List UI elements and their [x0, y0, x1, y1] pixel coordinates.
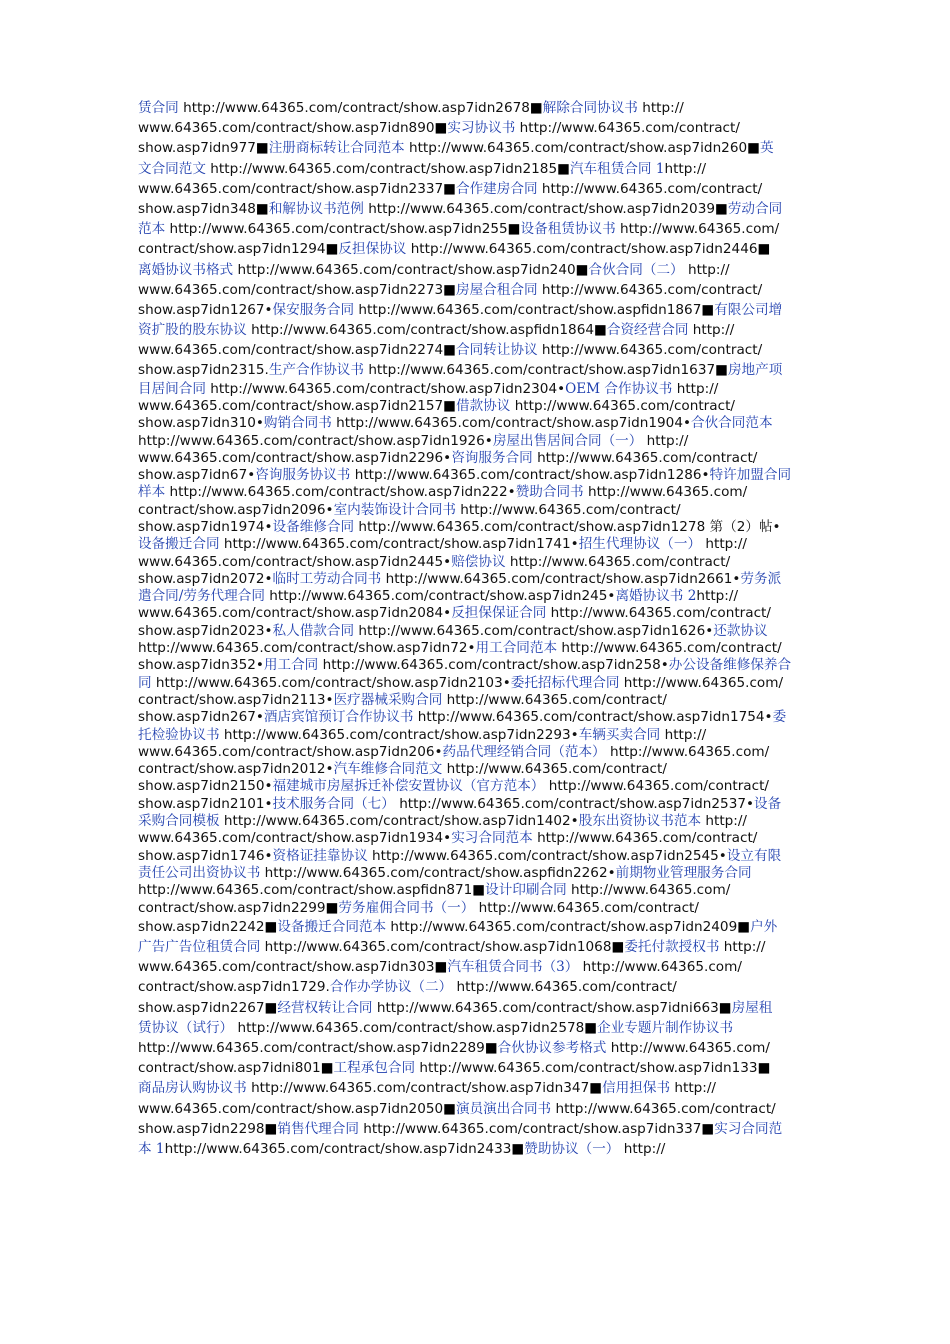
bullet-square-icon: ■ — [557, 160, 570, 177]
url-text: www.64365.com/contract/show.asp7idn1934• — [138, 830, 452, 847]
text-line — [138, 813, 810, 830]
url-text: http://www.64365.com/contract/show.asp7idn1904• — [331, 415, 691, 432]
bullet-square-icon: ■ — [434, 120, 448, 137]
text-line — [138, 280, 810, 300]
url-text: http://www.64365.com/contract/show.asp7idn1926• — [138, 432, 493, 449]
contract-link[interactable]: 临时工劳动合同书 — [272, 570, 382, 587]
document-body — [138, 98, 810, 1159]
text-line — [138, 640, 810, 657]
contract-link[interactable]: 范本 — [138, 221, 166, 238]
url-text: http://www.64365.com/contract/ — [532, 449, 758, 466]
contract-link[interactable]: 离婚协议书格式 — [138, 261, 234, 278]
url-text: http://www.64365.com/contract/show.asp7idn2289 — [138, 1039, 485, 1056]
url-text: http://www.64365.com/contract/show.asp7idn133 — [415, 1060, 758, 1077]
contract-link[interactable]: 汽车租赁合同 1 — [569, 160, 665, 177]
url-text: www.64365.com/contract/show.asp7idn890 — [138, 120, 435, 137]
contract-link[interactable]: 合伙合同范本 — [691, 415, 773, 432]
text-line — [138, 830, 810, 847]
url-text: show.asp7idn310• — [138, 415, 264, 432]
contract-link[interactable]: 生产合作协议书 — [268, 362, 364, 379]
bullet-square-icon: ■ — [611, 939, 625, 956]
url-text: http://www.64365.com/contract/show.asp7idn240 — [233, 261, 576, 278]
text-line — [138, 709, 810, 726]
url-text: contract/show.asp7idn1729. — [138, 979, 330, 996]
url-text: www.64365.com/contract/show.asp7idn2337 — [138, 180, 444, 197]
contract-link[interactable]: 合伙合同（二） — [588, 261, 684, 278]
contract-link[interactable]: 房屋合租合同 — [456, 281, 538, 298]
contract-link[interactable]: 劳动合同 — [727, 200, 783, 217]
url-text: http://www.64365.com/contract/show.aspfidn871 — [138, 882, 473, 899]
contract-link[interactable]: 户外 — [750, 918, 778, 935]
url-text: http://www.64365.com/contract/ — [537, 342, 763, 359]
url-text: http:// — [683, 261, 730, 278]
contract-link[interactable]: 英 — [759, 140, 774, 157]
bullet-square-icon: ■ — [443, 281, 456, 298]
url-text: http://www.64365.com/ — [583, 484, 748, 501]
url-text: http://www.64365.com/contract/show.asp7idn1626• — [354, 622, 714, 639]
text-line — [138, 1139, 810, 1159]
contract-link[interactable]: 合作建房合同 — [456, 180, 538, 197]
bullet-square-icon: ■ — [701, 1120, 715, 1137]
contract-link[interactable]: 反担保协议 — [338, 241, 407, 258]
text-line — [138, 1038, 810, 1058]
contract-link[interactable]: 有限公司增 — [714, 301, 783, 318]
url-text: http://www.64365.com/contract/ — [442, 761, 667, 778]
text-line — [138, 381, 810, 398]
url-text: show.asp7idn348 — [138, 200, 256, 217]
url-text: www.64365.com/contract/show.asp7idn2050 — [138, 1100, 444, 1117]
url-text: http://www.64365.com/contract/ — [551, 1100, 776, 1117]
text-line — [138, 761, 810, 778]
contract-link[interactable]: 房屋租 — [731, 999, 773, 1016]
bullet-square-icon: ■ — [255, 200, 269, 217]
text-line — [138, 415, 810, 432]
contract-link[interactable]: 保安服务合同 — [272, 301, 355, 318]
contract-link[interactable]: 赞助协议（一） — [524, 1140, 620, 1157]
bullet-square-icon: ■ — [443, 1100, 456, 1117]
url-text: http://www.64365.com/contract/show.asp7idn260 — [404, 140, 748, 157]
contract-link[interactable]: 注册商标转让合同范本 — [268, 140, 405, 157]
text-line — [138, 865, 810, 882]
bullet-square-icon: ■ — [757, 241, 771, 258]
contract-link[interactable]: 设备搬迁合同范本 — [277, 918, 387, 935]
url-text: http://www.64365.com/contract/ — [474, 899, 699, 916]
contract-link[interactable]: 还款协议 — [713, 622, 768, 639]
url-text: http://www.64365.com/contract/ — [452, 979, 677, 996]
bullet-square-icon: ■ — [472, 882, 486, 899]
url-text: http:// — [696, 588, 739, 605]
url-text: show.asp7idn1267• — [138, 301, 273, 318]
contract-link[interactable]: 销售代理合同 — [277, 1120, 359, 1137]
url-text: http:// — [637, 100, 684, 116]
url-text: http://www.64365.com/contract/show.asp7idn2433 — [164, 1140, 512, 1157]
text-line — [138, 340, 810, 360]
url-text: http:// — [701, 536, 748, 553]
text-line — [138, 179, 810, 199]
url-text: www.64365.com/contract/show.asp7idn2084• — [138, 605, 452, 622]
url-text: show.asp7idn2023• — [138, 622, 273, 639]
url-text: http://www.64365.com/contract/show.asp7idn2409 — [386, 918, 738, 935]
text-line — [138, 159, 810, 179]
contract-link[interactable]: 房地产项 — [727, 362, 783, 379]
url-text: contract/show.asp7idn1294 — [138, 241, 326, 258]
text-line — [138, 1119, 810, 1139]
contract-link[interactable]: 室内装饰设计合同书 — [333, 501, 456, 518]
text-line — [138, 300, 810, 320]
contract-link[interactable]: 赁协议（试行） — [138, 1019, 234, 1036]
text-line — [138, 118, 810, 138]
text-line — [138, 623, 810, 640]
bullet-square-icon: ■ — [264, 918, 278, 935]
contract-link[interactable]: 汽车租赁合同书（3） — [447, 959, 579, 976]
url-text: show.asp7idn2072• — [138, 570, 273, 587]
contract-link[interactable]: 汽车维修合同范文 — [333, 761, 443, 778]
url-text: http://www.64365.com/contract/show.asp7idn2039 — [363, 200, 715, 217]
url-text: http://www.64365.com/contract/show.asp7idn2293• — [219, 726, 579, 743]
contract-link[interactable]: 委 — [772, 709, 787, 726]
text-line — [138, 554, 810, 571]
contract-link[interactable]: 委托付款授权书 — [624, 939, 720, 956]
bullet-square-icon: ■ — [325, 899, 339, 916]
text-line — [138, 320, 810, 340]
url-text: http://www.64365.com/contract/ — [557, 640, 782, 657]
bullet-square-icon: ■ — [484, 1039, 498, 1056]
text-line — [138, 239, 810, 259]
bullet-square-icon: ■ — [701, 301, 715, 318]
bullet-square-icon: ■ — [434, 959, 448, 976]
url-text: show.asp7idn1746• — [138, 847, 273, 864]
url-text: show.asp7idn2101• — [138, 795, 273, 812]
bullet-square-icon: ■ — [594, 322, 607, 339]
contract-link[interactable]: 用工合同 — [263, 657, 319, 674]
url-text: http:// — [660, 726, 707, 743]
url-text: http://www.64365.com/contract/show.asp7idn337 — [358, 1120, 702, 1137]
text-line — [138, 977, 810, 997]
bullet-square-icon: ■ — [529, 100, 543, 116]
contract-link[interactable]: 借款协议 — [456, 397, 511, 414]
contract-link[interactable]: 工程承包合同 — [333, 1060, 416, 1077]
url-text: http://www.64365.com/contract/show.asp7idni663 — [372, 999, 719, 1016]
contract-link[interactable]: 设立有限 — [726, 847, 782, 864]
text-line — [138, 778, 810, 795]
url-text: http://www.64365.com/contract/show.asp7idn2678 — [178, 100, 530, 116]
text-line — [138, 882, 810, 899]
url-text: show.asp7idn2267 — [138, 999, 265, 1016]
url-text: http://www.64365.com/contract/show.asp7idn72• — [138, 640, 476, 657]
url-text: http://www.64365.com/contract/show.asp7idn2185 — [205, 160, 558, 177]
contract-link[interactable]: 资扩股的股东协议 — [138, 322, 247, 339]
contract-link[interactable]: 赔偿协议 — [451, 553, 506, 570]
contract-link[interactable]: 采购合同模板 — [138, 813, 220, 830]
bullet-square-icon: ■ — [715, 362, 728, 379]
url-text: www.64365.com/contract/show.asp7idn303 — [138, 959, 435, 976]
contract-link[interactable]: 样本 — [138, 484, 166, 501]
text-line — [138, 138, 810, 158]
url-text: http://www.64365.com/contract/show.asp7idn2537• — [394, 795, 755, 812]
contract-link[interactable]: 文合同范文 — [138, 160, 206, 177]
url-text: http://www.64365.com/contract/show.asp7idn1754• — [413, 709, 773, 726]
contract-link[interactable]: 设备搬迁合同 — [138, 536, 220, 553]
url-text: show.asp7idn2150• — [138, 778, 273, 795]
url-text: http://www.64365.com/contract/show.asp7idn2446 — [406, 241, 758, 258]
bullet-square-icon: ■ — [575, 261, 589, 278]
contract-link[interactable]: 广告广告位租赁合同 — [138, 939, 261, 956]
bullet-square-icon: ■ — [715, 200, 728, 217]
bullet-square-icon: ■ — [443, 397, 456, 414]
contract-link[interactable]: 合伙协议参考格式 — [497, 1039, 607, 1056]
url-text: http://www.64365.com/contract/show.asp7idn222• — [165, 484, 516, 501]
text-line — [138, 657, 810, 674]
contract-link[interactable]: 商品房认购协议书 — [138, 1080, 247, 1097]
url-text: contract/show.asp7idn2299 — [138, 899, 326, 916]
url-text: http://www.64365.com/contract/show.asp7idn2661• — [381, 570, 741, 587]
text-line — [138, 998, 810, 1018]
bullet-square-icon: ■ — [589, 1080, 603, 1097]
url-text: show.asp7idn352• — [138, 657, 264, 674]
contract-link[interactable]: 实习合同范本 — [451, 830, 533, 847]
url-text: show.asp7idn2315. — [138, 362, 269, 379]
url-text: www.64365.com/contract/show.asp7idn2296• — [138, 449, 452, 466]
bullet-square-icon: ■ — [718, 999, 732, 1016]
contract-link[interactable]: 企业专题片制作协议书 — [597, 1019, 734, 1036]
url-text: http://www.64365.com/contract/ — [537, 180, 763, 197]
text-line — [138, 937, 810, 957]
bullet-square-icon: ■ — [584, 1019, 598, 1036]
bullet-square-icon: ■ — [443, 180, 456, 197]
contract-link[interactable]: 车辆买卖合同 — [578, 726, 661, 743]
url-text: http:// — [619, 1140, 666, 1157]
url-text: http://www.64365.com/contract/show.asp7idn1402• — [219, 813, 579, 830]
url-text: http://www.64365.com/contract/show.asp7idn1741• — [219, 536, 579, 553]
contract-link[interactable]: 赞助合同书 — [515, 484, 584, 501]
url-text: http://www.64365.com/ — [606, 1039, 770, 1056]
bullet-square-icon: ■ — [264, 1120, 278, 1137]
contract-link[interactable]: 赁合同 — [138, 100, 179, 116]
url-text: http://www.64365.com/contract/ — [515, 120, 740, 137]
text-line — [138, 467, 810, 484]
contract-link[interactable]: 劳务雇佣合同书（一） — [338, 899, 475, 916]
bullet-square-icon: ■ — [737, 918, 751, 935]
url-text: http://www.64365.com/contract/show.asp7idn2304• — [205, 380, 566, 397]
text-line — [138, 502, 810, 519]
contract-link[interactable]: 合作办学协议（二） — [329, 979, 453, 996]
text-line — [138, 98, 810, 118]
contract-link[interactable]: 实习协议书 — [447, 120, 516, 137]
text-line — [138, 1058, 810, 1078]
contract-link[interactable]: 股东出资协议书范本 — [578, 813, 702, 830]
url-text: http://www.64365.com/ — [578, 959, 742, 976]
url-text: www.64365.com/contract/show.asp7idn206• — [138, 743, 443, 760]
url-text: www.64365.com/contract/show.asp7idn2274 — [138, 342, 444, 359]
contract-link[interactable]: 和解协议书范例 — [268, 200, 364, 217]
contract-link[interactable]: 合资经营合同 — [606, 322, 689, 339]
url-text: http://www.64365.com/contract/show.asp7idn245• — [264, 588, 616, 605]
url-text: http://www.64365.com/contract/show.asp7idn255 — [165, 221, 508, 238]
url-text: show.asp7idn977 — [138, 140, 256, 157]
bullet-square-icon: ■ — [443, 342, 456, 359]
url-text: http:// — [670, 1080, 717, 1097]
url-text: http://www.64365.com/contract/show.asp7idn1278 第（2）帖• — [354, 519, 781, 535]
text-line — [138, 744, 810, 761]
url-text: contract/show.asp7idn2113• — [138, 691, 334, 708]
url-text: contract/show.asp7idn2096• — [138, 501, 334, 518]
contract-link[interactable]: 福建城市房屋拆迁补偿安置协议（官方范本） — [272, 778, 545, 795]
contract-link[interactable]: 合同转让协议 — [456, 342, 538, 359]
contract-link[interactable]: 资格证挂靠协议 — [272, 847, 368, 864]
contract-link[interactable]: 技术服务合同（七） — [272, 795, 395, 812]
text-line — [138, 398, 810, 415]
text-line — [138, 588, 810, 605]
text-line — [138, 900, 810, 917]
text-line — [138, 1099, 810, 1119]
url-text: contract/show.asp7idni801 — [138, 1060, 321, 1077]
url-text: www.64365.com/contract/show.asp7idn2157 — [138, 397, 444, 414]
text-line — [138, 571, 810, 588]
contract-link[interactable]: 咨询服务协议书 — [255, 467, 351, 484]
contract-link[interactable]: 招生代理协议（一） — [578, 536, 702, 553]
text-line — [138, 519, 810, 536]
bullet-square-icon: ■ — [325, 241, 339, 258]
url-text: http://www.64365.com/ — [619, 674, 784, 691]
url-text: www.64365.com/contract/show.asp7idn2273 — [138, 281, 444, 298]
text-line — [138, 1078, 810, 1098]
contract-link[interactable]: 责任公司出资协议书 — [138, 864, 261, 881]
url-text: http:// — [664, 160, 707, 177]
text-line — [138, 433, 810, 450]
url-text: http://www.64365.com/contract/show.asp7idn258• — [318, 657, 669, 674]
url-text: http://www.64365.com/contract/show.aspfidn1864 — [246, 322, 595, 339]
url-text: http://www.64365.com/contract/show.asp7idn347 — [246, 1080, 590, 1097]
contract-link[interactable]: 信用担保书 — [602, 1080, 671, 1097]
url-text: http:// — [688, 322, 735, 339]
url-text: http://www.64365.com/contract/show.asp7idn1637 — [364, 362, 716, 379]
contract-link[interactable]: 房屋出售居间合同（一） — [492, 432, 643, 449]
url-text: show.asp7idn267• — [138, 709, 264, 726]
url-text: http://www.64365.com/contract/ — [455, 501, 681, 518]
contract-link[interactable]: 遣合同/劳务代理合同 — [138, 588, 265, 605]
url-text: http://www.64365.com/contract/ — [546, 605, 771, 622]
url-text: http://www.64365.com/ — [605, 743, 770, 760]
text-line — [138, 219, 810, 239]
url-text: http://www.64365.com/contract/show.aspfidn2262• — [260, 864, 616, 881]
contract-link[interactable]: 私人借款合同 — [272, 622, 355, 639]
text-line — [138, 957, 810, 977]
url-text: http://www.64365.com/contract/show.aspfidn1867 — [354, 301, 702, 318]
contract-link[interactable]: 反担保保证合同 — [451, 605, 547, 622]
url-text: http://www.64365.com/contract/show.asp7idn2545• — [367, 847, 727, 864]
url-text: http://www.64365.com/contract/ — [505, 553, 731, 570]
url-text: http://www.64365.com/contract/ — [537, 281, 763, 298]
url-text: www.64365.com/contract/show.asp7idn2445• — [138, 553, 452, 570]
contract-link[interactable]: 解除合同协议书 — [542, 100, 638, 116]
text-line — [138, 199, 810, 219]
text-line — [138, 675, 810, 692]
url-text: http://www.64365.com/contract/show.asp7idn1286• — [350, 467, 710, 484]
contract-link[interactable]: 目居间合同 — [138, 380, 206, 397]
text-line — [138, 727, 810, 744]
url-text: show.asp7idn2242 — [138, 918, 265, 935]
url-text: contract/show.asp7idn2012• — [138, 761, 334, 778]
text-line — [138, 360, 810, 380]
contract-link[interactable]: 办公设备维修保养合 — [668, 657, 792, 674]
url-text: show.asp7idn1974• — [138, 519, 273, 535]
contract-link[interactable]: 本 1 — [138, 1140, 165, 1157]
url-text: http://www.64365.com/contract/ — [544, 778, 770, 795]
text-line — [138, 450, 810, 467]
url-text: http://www.64365.com/ — [615, 221, 780, 238]
bullet-square-icon: ■ — [747, 140, 760, 157]
contract-link[interactable]: 设备租赁协议书 — [520, 221, 616, 238]
text-line — [138, 917, 810, 937]
contract-link[interactable]: 离婚协议书 2 — [615, 588, 697, 605]
bullet-square-icon: ■ — [507, 221, 521, 238]
url-text: http://www.64365.com/contract/ — [510, 397, 735, 414]
url-text: http://www.64365.com/contract/show.asp7idn2103• — [151, 674, 511, 691]
contract-link[interactable]: 实习合同范 — [714, 1120, 783, 1137]
text-line — [138, 484, 810, 501]
contract-link[interactable]: 设备维修合同 — [272, 519, 355, 535]
contract-link[interactable]: 设计印刷合同 — [485, 882, 567, 899]
text-line — [138, 692, 810, 709]
contract-link[interactable]: 演员演出合同书 — [456, 1100, 552, 1117]
contract-link[interactable]: 酒店宾馆预订合作协议书 — [263, 709, 414, 726]
bullet-square-icon: ■ — [264, 999, 278, 1016]
text-line — [138, 1018, 810, 1038]
bullet-square-icon: ■ — [320, 1060, 334, 1077]
text-line — [138, 260, 810, 280]
url-text: http://www.64365.com/contract/ — [442, 691, 667, 708]
contract-link[interactable]: 劳务派 — [740, 570, 782, 587]
url-text: show.asp7idn67• — [138, 467, 256, 484]
contract-link[interactable]: 托检验协议书 — [138, 726, 220, 743]
url-text: http:// — [642, 432, 689, 449]
url-text: http:// — [719, 939, 766, 956]
contract-link[interactable]: 委托招标代理合同 — [510, 674, 620, 691]
contract-link[interactable]: 前期物业管理服务合同 — [615, 864, 752, 881]
url-text: http:// — [701, 813, 748, 830]
contract-link[interactable]: 特许加盟合同 — [709, 467, 792, 484]
url-text: show.asp7idn2298 — [138, 1120, 265, 1137]
contract-link[interactable]: 购销合同书 — [263, 415, 332, 432]
contract-link[interactable]: 药品代理经销合同（范本） — [442, 743, 606, 760]
bullet-square-icon: ■ — [757, 1060, 771, 1077]
bullet-square-icon: ■ — [255, 140, 269, 157]
url-text: http://www.64365.com/contract/ — [532, 830, 758, 847]
contract-link[interactable]: 用工合同范本 — [475, 640, 558, 657]
url-text: http:// — [672, 380, 719, 397]
text-line — [138, 536, 810, 553]
contract-link[interactable]: OEM 合作协议书 — [565, 380, 673, 397]
url-text: http://www.64365.com/contract/show.asp7idn1068 — [260, 939, 612, 956]
text-line — [138, 848, 810, 865]
bullet-square-icon: ■ — [511, 1140, 525, 1157]
contract-link[interactable]: 设备 — [754, 795, 782, 812]
contract-link[interactable]: 咨询服务合同 — [451, 449, 533, 466]
contract-link[interactable]: 同 — [138, 674, 152, 691]
contract-link[interactable]: 经营权转让合同 — [277, 999, 373, 1016]
url-text: http://www.64365.com/ — [566, 882, 731, 899]
contract-link[interactable]: 医疗器械采购合同 — [333, 691, 443, 708]
url-text: http://www.64365.com/contract/show.asp7idn2578 — [233, 1019, 585, 1036]
text-line — [138, 796, 810, 813]
text-line — [138, 605, 810, 622]
